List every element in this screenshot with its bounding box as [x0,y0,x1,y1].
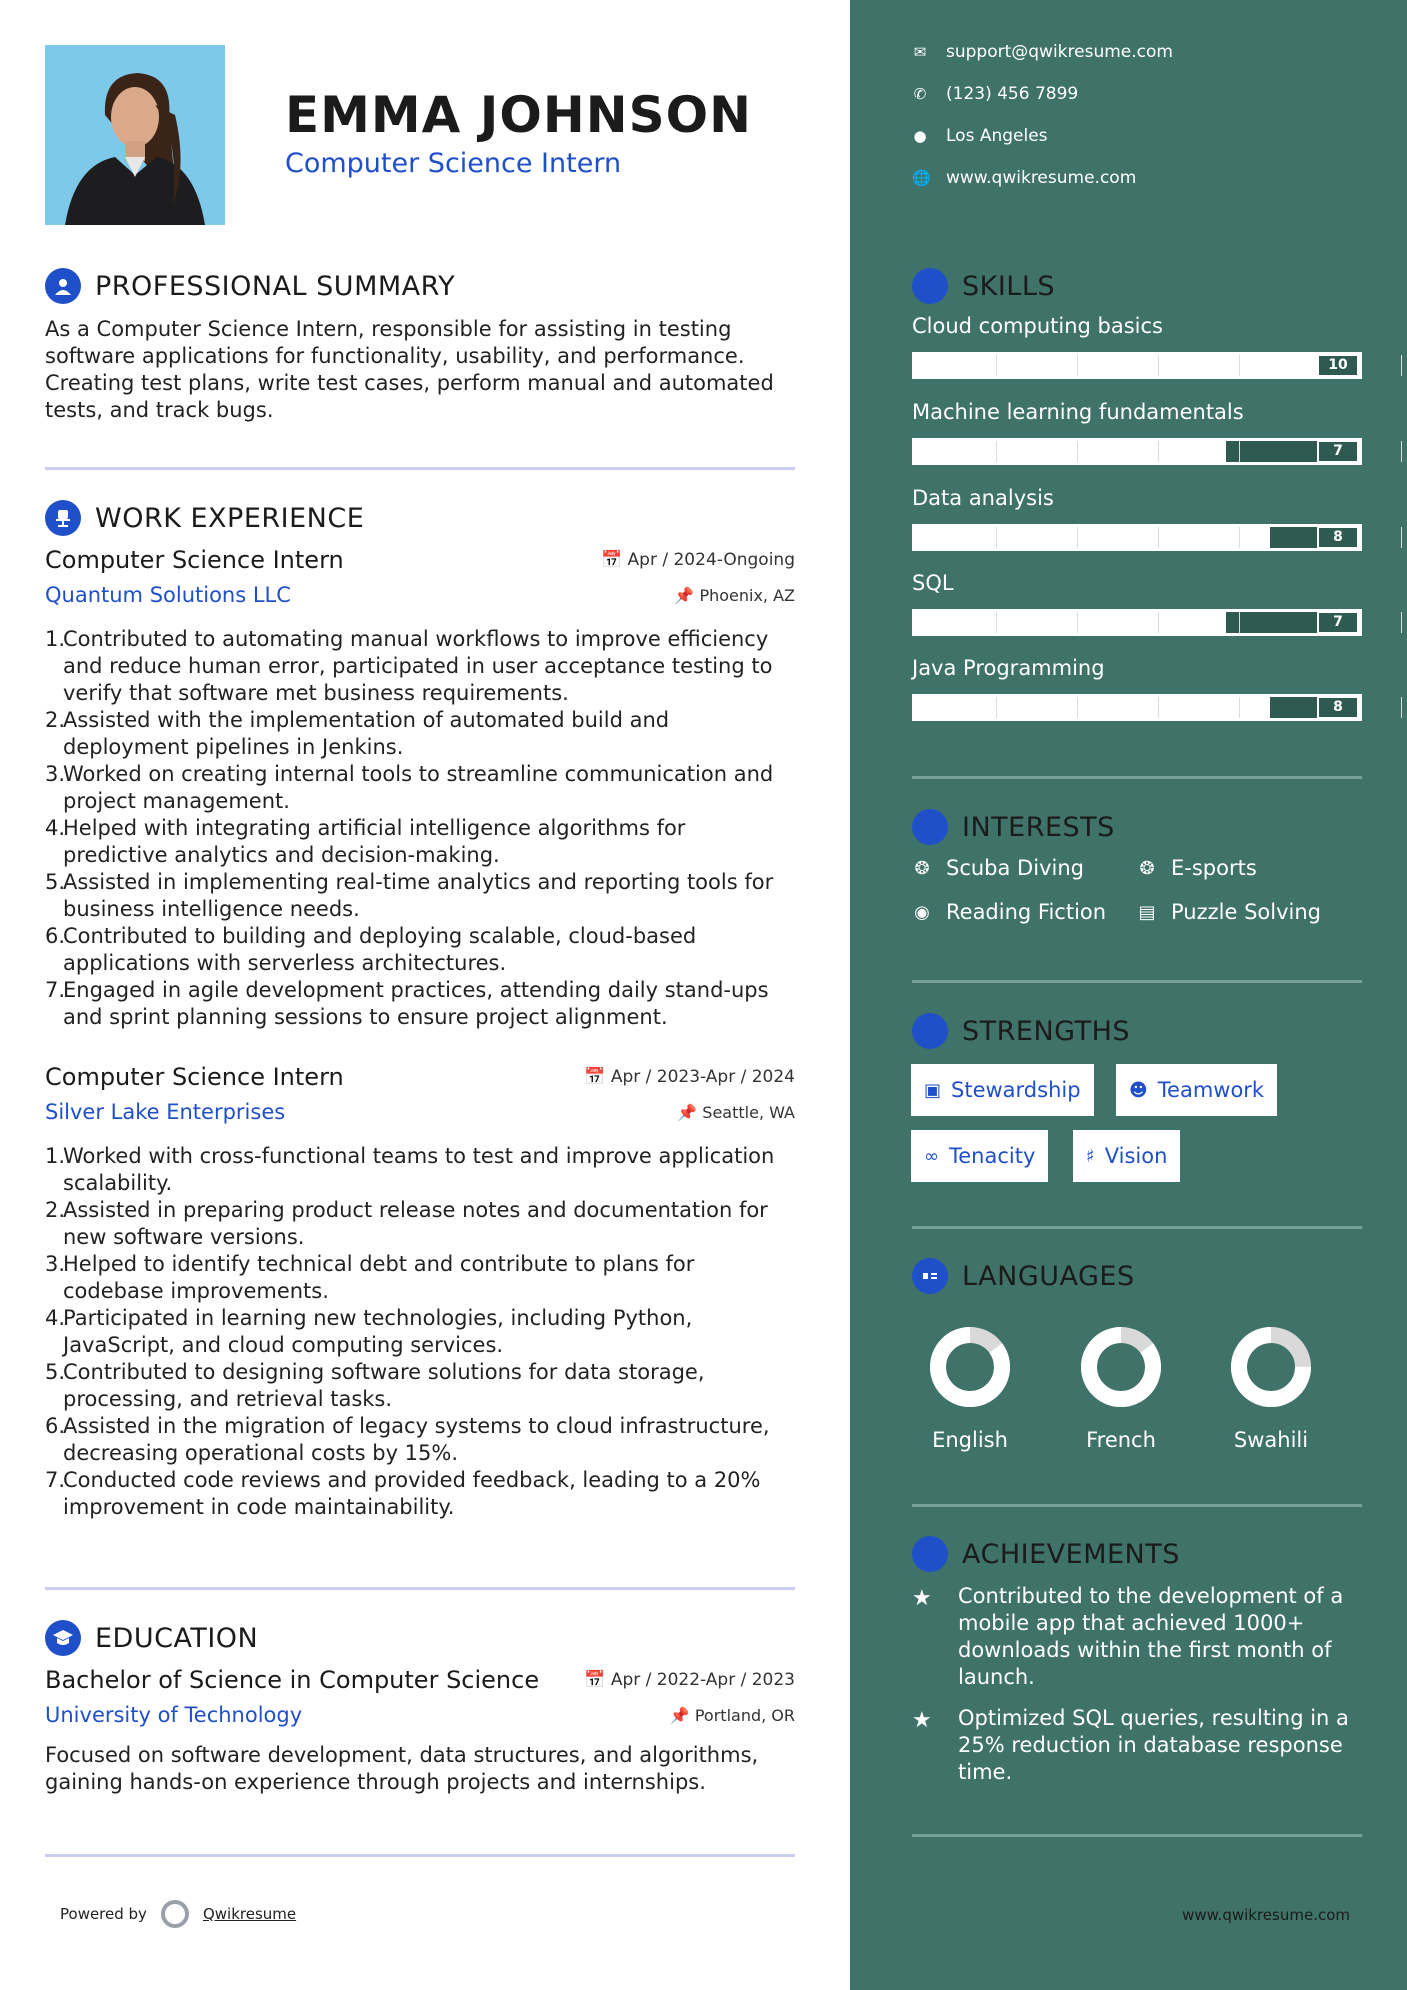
skill-bar-segment [1239,441,1240,462]
list-item: Engaged in agile development practices, attending daily stand-ups and sprint planning sessions to ensure project alignment. [63,978,769,1029]
skill-level-value: 7 [1317,611,1359,634]
qwikresume-link[interactable]: Qwikresume [202,1905,297,1923]
job-company: Silver Lake Enterprises [45,1100,286,1124]
interest-item [1135,900,1321,924]
job-date [601,550,795,570]
list-item: Assisted in implementing real-time analytics and reporting tools for business intelligence needs. [63,870,774,921]
experience-heading-text: WORK EXPERIENCE [95,502,365,534]
pin-icon: 📌 [677,1103,698,1122]
skill-bar-segment [1401,441,1402,462]
strength-chip [911,1064,1094,1116]
graduation-cap-icon [45,1620,81,1656]
language-item [1061,1322,1181,1452]
skill-bar-fill [915,527,1270,548]
language-item [910,1322,1030,1452]
skill-bar-segment [1077,527,1078,548]
hand-icon [912,1013,948,1049]
language-donut [1226,1322,1316,1412]
strength-label: Tenacity [949,1144,1036,1168]
star-badge-icon [912,1536,948,1572]
job-date-text: Apr / 2024-Ongoing [627,550,795,570]
contact-phone-text: (123) 456 7899 [946,84,1079,104]
education-date-text: Apr / 2022-Apr / 2023 [610,1670,795,1690]
divider [912,1504,1362,1507]
summary-heading [45,268,455,304]
list-item: Worked with cross-functional teams to test and improve application scalability. [63,1144,775,1195]
job-entry-2 [45,1063,795,1133]
achievements-heading [912,1536,1180,1572]
job-2-responsibilities [45,1143,795,1521]
contact-website[interactable] [912,168,1136,188]
pin-icon: 📌 [669,1706,690,1725]
experience-heading [45,500,364,536]
skill-bar-segment [1158,527,1159,548]
briefcase-icon: ▣ [924,1079,942,1101]
language-item [1211,1322,1331,1452]
language-icon [912,1258,948,1294]
interest-item [910,856,1084,880]
list-item: Conducted code reviews and provided feedback, leading to a 20% improvement in code maintainability. [63,1468,761,1519]
skill-bar-segment [996,527,997,548]
education-location [670,1706,795,1725]
job-location [677,1103,795,1122]
skill-bar-segment [1401,355,1402,376]
job-date [584,1067,795,1087]
skill-bar-segment [1401,697,1402,718]
divider [45,467,795,470]
education-date [584,1670,795,1690]
job-title: Computer Science Intern [45,546,344,574]
strength-label: Vision [1104,1144,1168,1168]
divider [45,1854,795,1857]
job-location [674,586,795,605]
job-company: Quantum Solutions LLC [45,583,291,607]
contact-email-text: support@qwikresume.com [946,42,1173,62]
skill-label: Cloud computing basics [912,314,1163,338]
list-item: Assisted with the implementation of automated build and deployment pipelines in Jenkins. [63,708,670,759]
users-icon: ☻ [1129,1079,1148,1101]
strength-label: Teamwork [1157,1078,1265,1102]
contact-email[interactable] [912,42,1173,62]
skill-bar [912,352,1362,379]
powered-by-label: Powered by [60,1905,147,1923]
skill-label: Data analysis [912,486,1054,510]
language-label: Swahili [1233,1428,1309,1452]
skills-heading-text: SKILLS [962,270,1056,302]
contact-phone[interactable] [912,84,1078,104]
skill-bar [912,438,1362,465]
book-icon: ▤ [1138,901,1156,923]
calendar-icon: 📅 [600,550,623,570]
skill-bar-segment [1077,355,1078,376]
school: University of Technology [45,1703,303,1727]
calendar-icon: 📅 [584,1670,606,1690]
summary-text: As a Computer Science Intern, responsible for assisting in testing software applications for functionality, usability, and performance. Creating test plans, write test cases, perform manual and automated tests, and track bugs. [45,317,774,422]
lightbulb-icon [912,268,948,304]
paper-plane-icon [912,809,948,845]
list-item: Participated in learning new technologies, including Python, JavaScript, and cloud computing services. [63,1306,693,1357]
skill-level-value: 7 [1317,440,1359,463]
contact-location [912,126,1048,146]
list-item: Assisted in preparing product release notes and documentation for new software versions. [63,1198,768,1249]
strength-chip [911,1130,1048,1182]
strength-label: Stewardship [951,1078,1081,1102]
interests-heading [912,809,1115,845]
education-heading-text: EDUCATION [95,1622,259,1654]
calendar-icon: 📅 [584,1067,606,1087]
gamepad-icon: ◉ [914,901,930,923]
life-ring-icon: ❂ [1139,857,1155,879]
interests-heading-text: INTERESTS [962,811,1115,843]
language-donut [925,1322,1015,1412]
powered-by [60,1900,296,1928]
skill-level-value: 10 [1317,354,1359,377]
interest-label: Puzzle Solving [1171,900,1321,924]
skill-bar-segment [1239,697,1240,718]
achievement-item [912,1583,1362,1691]
skill-bar-segment [996,441,997,462]
skill-label: Java Programming [912,656,1105,680]
footer-website[interactable]: www.qwikresume.com [1182,1906,1350,1924]
interest-label: Scuba Diving [946,856,1084,880]
skill-bar-segment [1077,697,1078,718]
job-entry-1 [45,546,795,616]
skills-heading [912,268,1055,304]
divider [45,1587,795,1590]
strengths-heading [912,1013,1130,1049]
skill-bar-segment [996,697,997,718]
interest-item [910,900,1106,924]
list-item: Worked on creating internal tools to streamline communication and project management. [63,762,774,813]
skill-bar-segment [1158,697,1159,718]
skill-bar-segment [1158,355,1159,376]
job-title: Computer Science Intern [45,1063,344,1091]
skill-bar-segment [1239,612,1240,633]
contact-location-text: Los Angeles [946,126,1048,146]
strength-chip [1116,1064,1277,1116]
education-entry [45,1666,795,1736]
job-1-responsibilities [45,626,795,1031]
star-icon: ★ [912,1586,932,1611]
job-date-text: Apr / 2023-Apr / 2024 [610,1067,795,1087]
skill-bar [912,694,1362,721]
skill-label: SQL [912,571,954,595]
achievement-text: Optimized SQL queries, resulting in a 25% reduction in database response time. [958,1706,1349,1784]
qwikresume-logo-icon [161,1900,189,1928]
strength-chip [1073,1130,1180,1182]
education-text: Focused on software development, data structures, and algorithms, gaining hands-on experience through projects and internships. [45,1743,759,1794]
language-donut [1076,1322,1166,1412]
list-item: Contributed to building and deploying scalable, cloud-based applications with serverless architectures. [63,924,697,975]
binoculars-icon: ♯ [1086,1145,1095,1167]
skill-bar-fill [915,697,1270,718]
skill-bar [912,609,1362,636]
list-item: Contributed to automating manual workflows to improve efficiency and reduce human error, participated in user acceptance testing to verify that software met business requirements. [63,627,773,705]
skill-bar-segment [1158,612,1159,633]
contact-website-text: www.qwikresume.com [946,168,1137,188]
summary-heading-text: PROFESSIONAL SUMMARY [95,270,456,302]
job-location-text: Phoenix, AZ [699,586,795,605]
divider [912,1226,1362,1229]
star-icon: ★ [912,1708,932,1733]
job-location-text: Seattle, WA [702,1103,795,1122]
skill-bar-segment [1401,527,1402,548]
interest-item [1135,856,1257,880]
envelope-icon: ✉ [913,43,927,61]
office-chair-icon [45,500,81,536]
languages-heading [912,1258,1135,1294]
skill-level-value: 8 [1317,696,1359,719]
location-pin-icon: ● [913,127,927,145]
divider [912,980,1362,983]
skill-level-value: 8 [1317,526,1359,549]
list-item: Helped to identify technical debt and contribute to plans for codebase improvements. [63,1252,695,1303]
skill-bar-fill [915,355,1359,376]
achievements-heading-text: ACHIEVEMENTS [962,1538,1180,1570]
education-location-text: Portland, OR [694,1706,795,1725]
skill-bar-fill [915,612,1226,633]
divider [912,1834,1362,1837]
degree: Bachelor of Science in Computer Science [45,1666,540,1694]
skill-bar-segment [1401,612,1402,633]
pin-icon: 📌 [674,586,695,605]
achievement-text: Contributed to the development of a mobile app that achieved 1000+ downloads within the first month of launch. [958,1584,1344,1689]
language-label: French [1086,1428,1156,1452]
divider [912,776,1362,779]
skill-bar-segment [1239,355,1240,376]
skill-bar [912,524,1362,551]
skill-bar-segment [1077,612,1078,633]
list-item: Helped with integrating artificial intelligence algorithms for predictive analytics and decision-making. [63,816,686,867]
skill-bar-fill [915,441,1226,462]
interest-label: Reading Fiction [946,900,1107,924]
user-circle-icon [45,268,81,304]
person-portrait-image [45,45,225,225]
skill-bar-segment [1239,527,1240,548]
skill-bar-segment [996,355,997,376]
interest-label: E-sports [1171,856,1257,880]
skill-label: Machine learning fundamentals [912,400,1244,424]
link-icon: ∞ [924,1145,939,1167]
strengths-heading-text: STRENGTHS [962,1015,1131,1047]
skill-bar-segment [1077,441,1078,462]
skill-bar-segment [1158,441,1159,462]
list-item: Contributed to designing software solutions for data storage, processing, and retrieval tasks. [63,1360,705,1411]
candidate-name: EMMA JOHNSON [285,86,752,144]
languages-heading-text: LANGUAGES [962,1260,1135,1292]
language-label: English [932,1428,1008,1452]
globe-icon: 🌐 [912,169,931,187]
profile-photo [45,45,225,225]
achievement-item [912,1705,1362,1786]
education-heading [45,1620,258,1656]
list-item: Assisted in the migration of legacy systems to cloud infrastructure, decreasing operational costs by 15%. [63,1414,770,1465]
phone-icon: ✆ [913,85,927,103]
life-ring-icon: ❂ [914,857,930,879]
skill-bar-segment [996,612,997,633]
candidate-title: Computer Science Intern [285,148,622,179]
